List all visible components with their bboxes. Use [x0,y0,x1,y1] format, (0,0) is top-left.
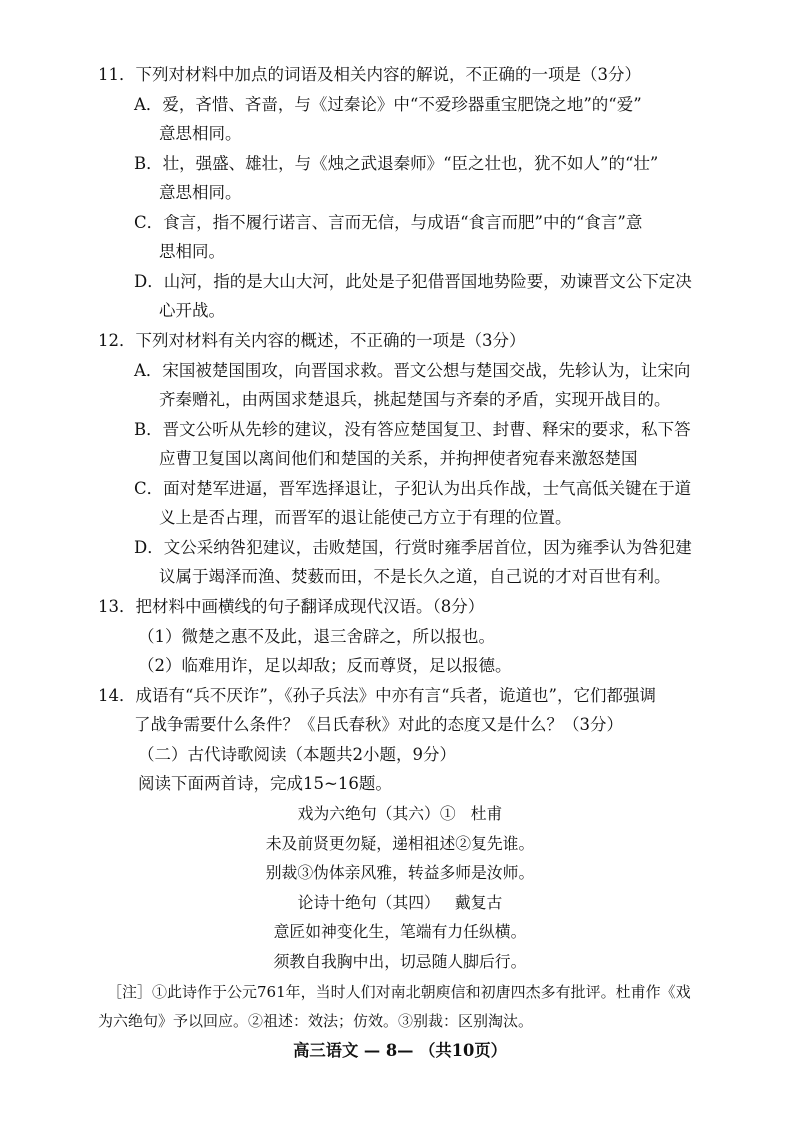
page-footer: 高三语文 — 8— （共10页） [293,1041,507,1060]
poem1-line-1: 未及前贤更勿疑，递相祖述②复先谁。 [265,834,535,853]
section-heading: （二）古代诗歌阅读（本题共2小题，9分） [138,745,456,764]
footnote-line-2: 为六绝句》予以回应。②祖述：效法；仿效。③别裁：区别淘汰。 [98,1012,534,1030]
q14-stem: 14．成语有“兵不厌诈”，《孙子兵法》中亦有言“兵者，诡道也”，它们都强调 [98,686,656,705]
q14-stem-cont: 了战争需要什么条件？《吕氏春秋》对此的态度又是什么？（3分） [134,715,623,734]
q11-option-c-cont: 思相同。 [159,242,225,261]
q11-option-b: B．壮，强盛、雄壮，与《烛之武退秦师》“臣之壮也，犹不如人”的“壮” [134,154,659,173]
poem2-heading [0,892,800,914]
q11-option-d: D．山河，指的是大山大河，此处是子犯借晋国地势险要，劝谏晋文公下定决 [134,272,692,291]
q11-option-a-cont: 意思相同。 [159,124,242,143]
q11-option-b-cont: 意思相同。 [159,183,242,202]
poem2-title: 论诗十绝句（其四） [297,893,440,912]
q13-sentence-1: （1）微楚之惠不及此，退三舍辟之，所以报也。 [138,627,495,646]
footnote-line-1: ［注］①此诗作于公元761年，当时人们对南北朝庾信和初唐四杰多有批评。杜甫作《戏 [107,983,691,1001]
q12-option-c: C．面对楚军进逼，晋军选择退让，子犯认为出兵作战，士气高低关键在于道 [134,479,692,498]
poem2-line-2: 须教自我胸中出，切忌随人脚后行。 [273,952,527,971]
q12-option-c-cont: 义上是否占理，而晋军的退让能使己方立于有理的位置。 [159,508,572,527]
q12-option-b: B．晋文公听从先轸的建议，没有答应楚国复卫、封曹、释宋的要求，私下答 [134,420,691,439]
poem1-author: 杜甫 [470,804,503,823]
poem1-line-2: 别裁③伪体亲风雅，转益多师是汝师。 [265,863,535,882]
q11-option-c: C．食言，指不履行诺言、言而无信，与成语“食言而肥”中的“食言”意 [134,213,643,232]
poem2-author: 戴复古 [454,893,503,912]
q12-option-a-cont: 齐秦赠礼，由两国求楚退兵，挑起楚国与齐秦的矛盾，实现开战目的。 [159,390,671,409]
q12-option-b-cont: 应曹卫复国以离间他们和楚国的关系，并拘押使者宛春来激怒楚国 [159,449,638,468]
q12-stem: 12．下列对材料有关内容的概述，不正确的一项是（3分） [98,331,526,350]
q11-option-a: A．爱，吝惜、吝啬，与《过秦论》中“不爱珍器重宝肥饶之地”的“爱” [134,95,642,114]
q13-sentence-2: （2）临难用诈，足以却敌；反而尊贤，足以报德。 [138,656,512,675]
q11-option-d-cont: 心开战。 [159,301,225,320]
q13-stem: 13．把材料中画横线的句子翻译成现代汉语。（8分） [98,597,485,616]
poem1-title: 戏为六绝句（其六）① [297,804,456,823]
q12-option-d: D．文公采纳咎犯建议，击败楚国，行赏时雍季居首位，因为雍季认为咎犯建 [134,538,692,557]
q12-option-a: A．宋国被楚国围攻，向晋国求救。晋文公想与楚国交战，先轸认为，让宋向 [134,361,691,380]
poem1-heading [0,803,800,825]
section-intro: 阅读下面两首诗，完成15~16题。 [138,774,392,793]
q12-option-d-cont: 议属于竭泽而渔、焚薮而田，不是长久之道，自己说的才对百世有利。 [159,567,671,586]
q11-stem: 11．下列对材料中加点的词语及相关内容的解说，不正确的一项是（3分） [98,65,641,84]
poem2-line-1: 意匠如神变化生，笔端有力任纵横。 [273,922,527,941]
